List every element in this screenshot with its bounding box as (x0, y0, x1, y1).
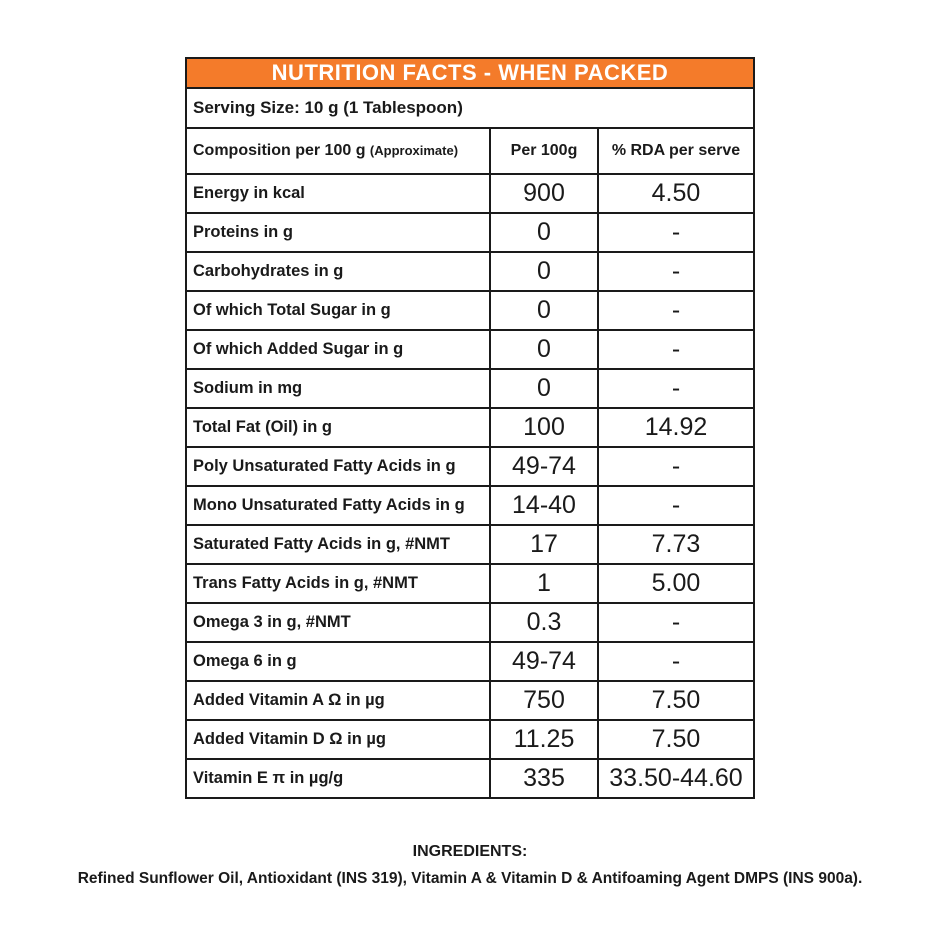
per-100g-value: 0 (490, 252, 598, 291)
rda-value: - (598, 213, 753, 252)
per-100g-value: 0 (490, 369, 598, 408)
nutrient-name: Omega 6 in g (187, 642, 490, 681)
nutrient-name: Vitamin E π in µg/g (187, 759, 490, 797)
per-100g-value: 17 (490, 525, 598, 564)
table-row (187, 447, 753, 486)
rda-value: 7.50 (598, 720, 753, 759)
table-row (187, 603, 753, 642)
ingredients-text: Refined Sunflower Oil, Antioxidant (INS 319), Vitamin A & Vitamin D & Antifoaming Agent DMPS (INS 900a). (77, 870, 863, 887)
rda-value: 7.50 (598, 681, 753, 720)
table-row (187, 564, 753, 603)
per-100g-value: 49-74 (490, 447, 598, 486)
nutrient-name: Total Fat (Oil) in g (187, 408, 490, 447)
per-100g-value: 1 (490, 564, 598, 603)
serving-size: Serving Size: 10 g (1 Tablespoon) (187, 89, 753, 129)
rda-value: - (598, 642, 753, 681)
rda-value: - (598, 447, 753, 486)
per-100g-value: 335 (490, 759, 598, 797)
rda-value: 5.00 (598, 564, 753, 603)
rda-value: - (598, 486, 753, 525)
nutrition-table (187, 129, 753, 797)
table-row (187, 408, 753, 447)
nutrient-name: Saturated Fatty Acids in g, #NMT (187, 525, 490, 564)
rda-value: - (598, 603, 753, 642)
rda-value: - (598, 369, 753, 408)
per-100g-value: 750 (490, 681, 598, 720)
table-row (187, 720, 753, 759)
header-composition (187, 129, 490, 174)
nutrient-name: Poly Unsaturated Fatty Acids in g (187, 447, 490, 486)
table-row (187, 213, 753, 252)
nutrition-title: NUTRITION FACTS - WHEN PACKED (187, 59, 753, 89)
header-composition-note: (Approximate) (369, 143, 459, 158)
table-row (187, 486, 753, 525)
per-100g-value: 14-40 (490, 486, 598, 525)
per-100g-value: 900 (490, 174, 598, 213)
nutrient-name: Added Vitamin A Ω in µg (187, 681, 490, 720)
table-row (187, 681, 753, 720)
table-row (187, 330, 753, 369)
per-100g-value: 100 (490, 408, 598, 447)
header-per-100g: Per 100g (490, 129, 598, 174)
nutrient-name: Sodium in mg (187, 369, 490, 408)
nutrient-name: Of which Added Sugar in g (187, 330, 490, 369)
rda-value: - (598, 291, 753, 330)
table-row (187, 291, 753, 330)
per-100g-value: 0 (490, 291, 598, 330)
header-composition-label: Composition per 100 g (193, 142, 366, 159)
nutrient-name: Of which Total Sugar in g (187, 291, 490, 330)
table-row (187, 369, 753, 408)
rda-value: - (598, 252, 753, 291)
table-row (187, 642, 753, 681)
nutrient-name: Omega 3 in g, #NMT (187, 603, 490, 642)
nutrient-name: Energy in kcal (187, 174, 490, 213)
rda-value: 33.50-44.60 (609, 764, 743, 792)
nutrient-name: Carbohydrates in g (187, 252, 490, 291)
per-100g-value: 0 (490, 330, 598, 369)
nutrient-name: Trans Fatty Acids in g, #NMT (187, 564, 490, 603)
ingredients-title: INGREDIENTS: (412, 843, 528, 860)
table-row (187, 525, 753, 564)
per-100g-value: 0 (490, 213, 598, 252)
nutrition-facts-panel (185, 57, 755, 799)
per-100g-value: 11.25 (490, 720, 598, 759)
per-100g-value: 0.3 (490, 603, 598, 642)
nutrient-name: Proteins in g (187, 213, 490, 252)
table-row (187, 252, 753, 291)
nutrient-name: Added Vitamin D Ω in µg (187, 720, 490, 759)
table-header-row (187, 129, 753, 174)
rda-value: 7.73 (598, 525, 753, 564)
rda-value: 4.50 (598, 174, 753, 213)
header-rda: % RDA per serve (598, 129, 753, 174)
rda-value: - (598, 330, 753, 369)
per-100g-value: 49-74 (490, 642, 598, 681)
nutrient-name: Mono Unsaturated Fatty Acids in g (187, 486, 490, 525)
table-row (187, 174, 753, 213)
table-row (187, 759, 753, 797)
rda-value: 14.92 (598, 408, 753, 447)
